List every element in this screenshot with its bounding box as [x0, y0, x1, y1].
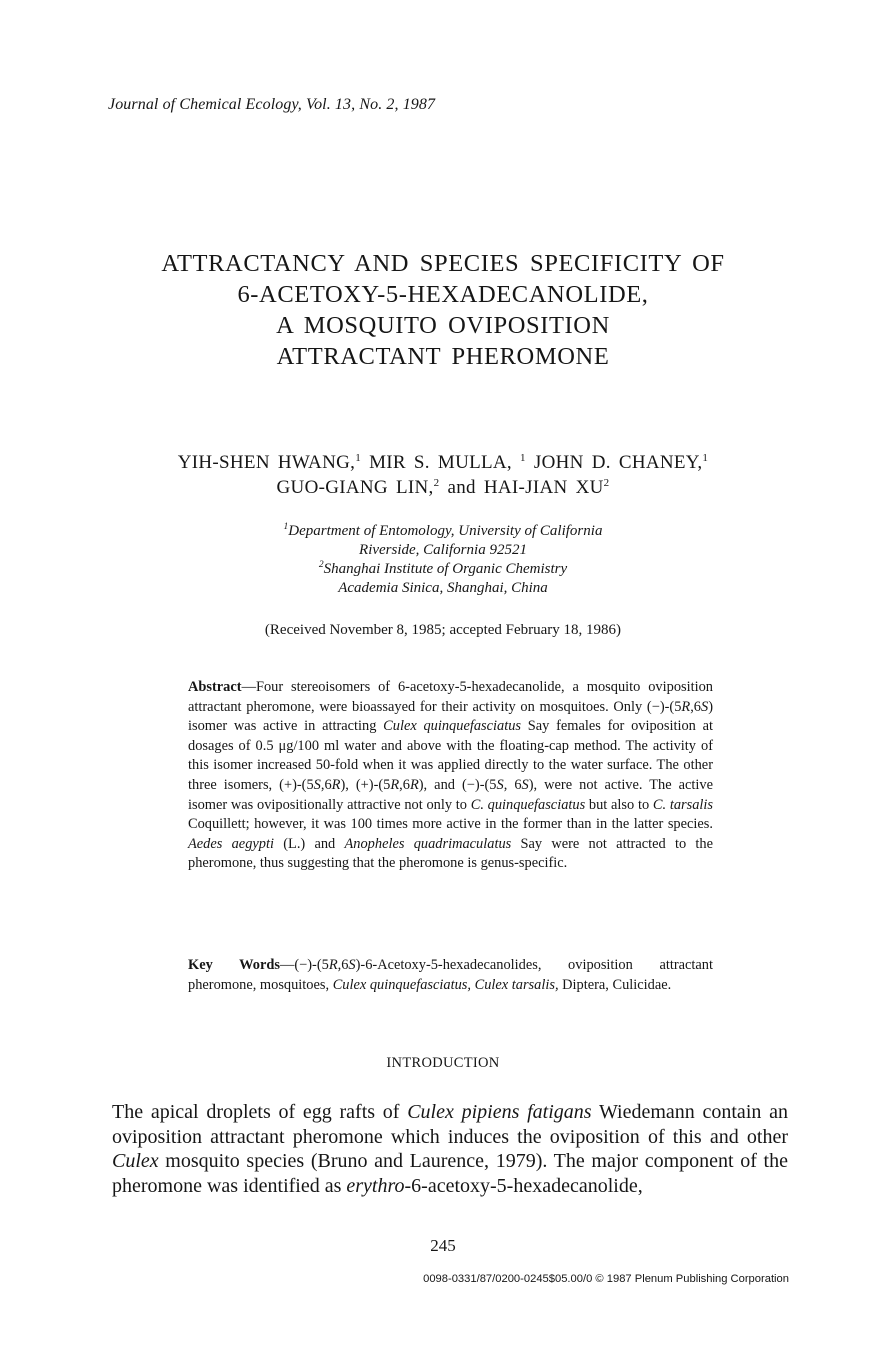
- affiliation-marker: 1: [520, 452, 526, 464]
- species-name: Culex tarsalis,: [474, 976, 559, 993]
- author-name: JOHN D. CHANEY,: [533, 452, 703, 473]
- species-name: Aedes aegypti: [188, 835, 274, 852]
- affiliation-marker: 2: [603, 477, 610, 489]
- author-name: HAI-JIAN XU: [483, 477, 604, 498]
- species-name: Anopheles quadrimaculatus: [344, 835, 512, 852]
- author-conjunction: and: [447, 477, 476, 498]
- affiliation-marker: 1: [355, 452, 361, 464]
- affiliation-line: $^2$Shanghai Institute of Organic Chemistry: [318, 560, 568, 577]
- keywords-label: Key Words: [188, 957, 280, 973]
- author-name: GUO-GIANG LIN,: [276, 477, 434, 498]
- title-line: 6-ACETOXY-5-HEXADECANOLIDE,: [237, 281, 649, 308]
- species-name: C. tarsalis: [652, 796, 714, 813]
- author-list: [0, 450, 886, 500]
- affiliation-line: Academia Sinica, Shanghai, China: [338, 580, 548, 596]
- journal-citation: Journal of Chemical Ecology, Vol. 13, No. 2, 1987: [108, 96, 436, 113]
- affiliation-marker: 1: [283, 522, 289, 532]
- affiliation-marker: 1: [702, 452, 709, 464]
- key-words: Key Words—(−)-(5R,6S)-6-Acetoxy-5-hexadecanolides, oviposition attractant pheromone, mosquitoes, Culex quinquefasciatus, Culex tarsalis, Diptera, Culicidae.: [188, 957, 713, 993]
- affiliation-marker: 2: [433, 477, 440, 489]
- title-line: ATTRACTANT PHEROMONE: [276, 343, 610, 370]
- author-name: MIR S. MULLA,: [369, 452, 512, 473]
- affiliation-marker: 2: [318, 560, 324, 570]
- introduction-text: The apical droplets of egg rafts of Culex pipiens fatigans Wiedemann contain an oviposition attractant pheromone which induces the oviposition of this and other Culex mosquito species (Bruno and Laurence, 1979). The major component of the pheromone was identified as erythro-6-acetoxy-5-hexadecanolide,: [112, 1101, 788, 1197]
- author-line-1: [0, 450, 886, 475]
- page-number: 245: [430, 1236, 456, 1255]
- copyright-line: 0098-0331/87/0200-0245$05.00/0 © 1987 Plenum Publishing Corporation: [423, 1273, 789, 1285]
- author-name: YIH-SHEN HWANG,: [177, 452, 356, 473]
- species-name: Culex pipiens fatigans: [407, 1101, 592, 1123]
- title-line: A MOSQUITO OVIPOSITION: [276, 312, 610, 339]
- abstract-label: Abstract: [188, 679, 242, 695]
- species-name: Culex quinquefasciatus: [383, 718, 521, 735]
- species-name: Culex quinquefasciatus,: [332, 976, 471, 993]
- section-heading: INTRODUCTION: [386, 1055, 500, 1071]
- title-line: ATTRACTANCY AND SPECIES SPECIFICITY OF: [161, 250, 725, 277]
- received-dates: (Received November 8, 1985; accepted February 18, 1986): [264, 622, 622, 638]
- affiliation-line: Riverside, California 92521: [359, 542, 527, 558]
- affiliation-line: $^1$Department of Entomology, University of California: [283, 522, 603, 539]
- species-name: C. quinquefasciatus: [470, 796, 586, 813]
- species-name: Culex: [112, 1150, 159, 1173]
- abstract: Abstract—Four stereoisomers of 6-acetoxy-5-hexadecanolide, a mosquito oviposition attractant pheromone, were bioassayed for their activity on mosquitoes. Only (−)-(5R,6S) isomer was active in attracting Culex quinquefasciatus Say females for oviposition at dosages of 0.5 μg/100 ml water and above with the floating-cap method. The activity of this isomer increased 50-fold when it was applied directly to the water surface. The other three isomers, (+)-(5S,6R), (+)-(5R,6R), and (−)-(5S, 6S), were not active. The active isomer was ovipositionally attractive not only to C. quinquefasciatus but also to C. tarsalis Coquillett; however, it was 100 times more active in the former than in the latter species. Aedes aegypti (L.) and Anopheles quadrimaculatus Say were not attracted to the pheromone, thus suggesting that the pheromone is genus-specific.: [188, 679, 714, 872]
- article-title: [0, 248, 886, 372]
- author-line-2: [0, 475, 886, 500]
- affiliations: [0, 522, 886, 598]
